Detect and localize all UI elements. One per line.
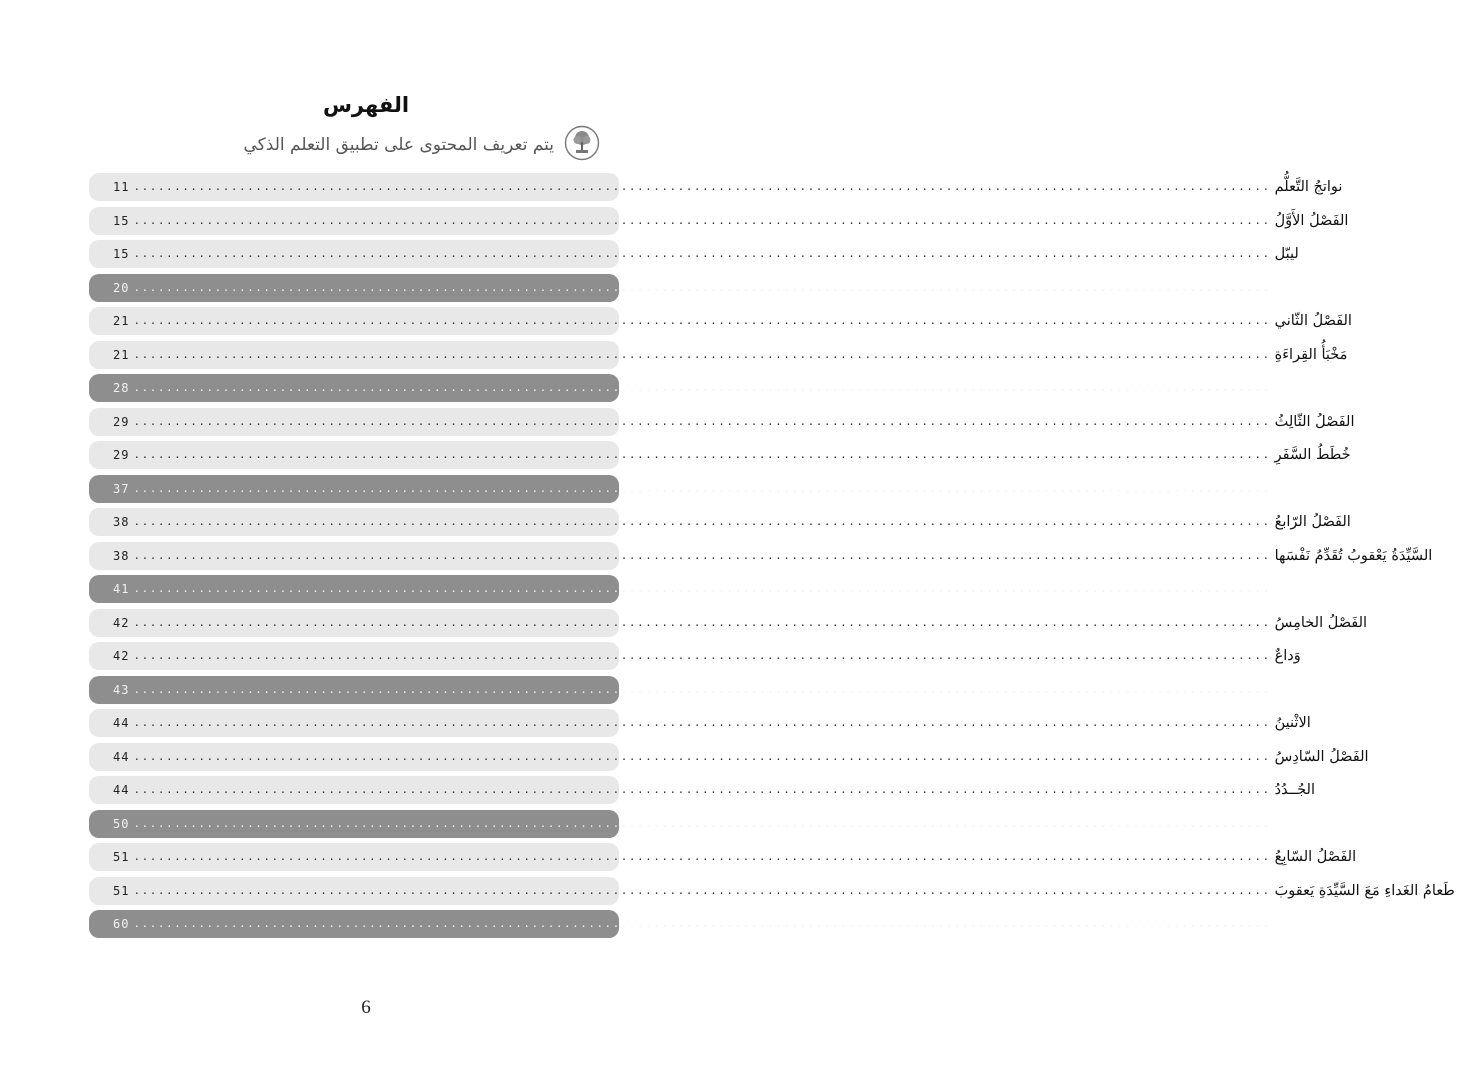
toc-page-number: 29 xyxy=(113,448,130,462)
toc-entry-title: خُطَطُ السَّفَرِ xyxy=(1274,447,1351,463)
subtitle-text: يتم تعريف المحتوى على تطبيق التعلم الذكي xyxy=(243,135,554,155)
toc-page-number: 43 xyxy=(113,682,130,697)
toc-row[interactable] xyxy=(89,274,1352,302)
toc-page-number: 51 xyxy=(113,850,130,864)
toc-entry-title: أسئلةُ الفصل xyxy=(1274,581,1352,597)
toc-leader-dots: ............................................................................................................................................ xyxy=(133,917,1271,930)
toc-row[interactable] xyxy=(89,642,1301,670)
tree-logo-icon xyxy=(564,125,600,165)
toc-leader-dots: ............................................................................................................................................ xyxy=(133,515,1271,528)
toc-entry-title: أسئلةُ الفصل xyxy=(1274,681,1352,698)
toc-leader-dots: ............................................................................................................................................ xyxy=(133,816,1271,830)
toc-page-number: 15 xyxy=(113,213,130,228)
toc-entry-title: الفَصْلُ الأَوَّلُ xyxy=(1274,212,1349,229)
toc-entry-title: وَداعٌ xyxy=(1274,648,1301,664)
toc-row[interactable] xyxy=(89,810,1352,838)
toc-row[interactable] xyxy=(89,843,1357,871)
toc-page-number: 38 xyxy=(113,515,130,529)
toc-page-number: 20 xyxy=(113,280,130,295)
toc-page-number: 28 xyxy=(113,381,130,395)
toc-page-number: 44 xyxy=(113,749,130,764)
toc-leader-dots: ............................................................................................................................................ xyxy=(133,548,1271,562)
toc-leader-dots: ............................................................................................................................................ xyxy=(133,783,1271,796)
toc-row[interactable] xyxy=(89,475,1352,503)
toc-entry-title: الفَصْلُ السّادِسُ xyxy=(1274,748,1369,765)
toc-entry-title: أسئلةُ الفصل xyxy=(1274,480,1352,497)
toc-row[interactable] xyxy=(89,910,1352,938)
table-of-contents xyxy=(89,173,1455,938)
toc-row[interactable] xyxy=(89,877,1455,905)
toc-leader-dots: ............................................................................................................................................ xyxy=(133,582,1271,595)
toc-leader-dots: ............................................................................................................................................ xyxy=(133,649,1271,662)
toc-entry-title: الفَصْلُ الرّابعُ xyxy=(1274,514,1351,530)
toc-row[interactable] xyxy=(89,609,1368,637)
toc-row[interactable] xyxy=(89,307,1352,335)
toc-page-number: 42 xyxy=(113,649,130,663)
toc-leader-dots: ............................................................................................................................................ xyxy=(133,381,1271,394)
toc-leader-dots: ............................................................................................................................................ xyxy=(133,247,1271,260)
smart-learning-note xyxy=(244,126,600,164)
toc-entry-title: الفَصْلُ الثّالِثُ xyxy=(1274,413,1355,430)
toc-page-number: 21 xyxy=(113,347,130,362)
toc-entry-title: أسئلةُ الفصل xyxy=(1274,815,1352,832)
toc-page-number: 51 xyxy=(113,883,130,898)
toc-page-number: 21 xyxy=(113,314,130,328)
toc-row[interactable] xyxy=(89,374,1352,402)
toc-entry-title: الفَصْلُ الثّاني xyxy=(1274,313,1352,329)
toc-row[interactable] xyxy=(89,575,1352,603)
toc-leader-dots: ............................................................................................................................................ xyxy=(133,883,1271,897)
page-number: 6 xyxy=(361,997,371,1018)
toc-entry-title: طَعامُ الغَداءِ مَعَ السَّيِّدَةِ يَعقوبَ xyxy=(1274,882,1455,899)
toc-page-number: 41 xyxy=(113,582,130,596)
toc-page-number: 42 xyxy=(113,615,130,630)
toc-leader-dots: ............................................................................................................................................ xyxy=(133,414,1271,428)
toc-page-number: 44 xyxy=(113,783,130,797)
toc-row[interactable] xyxy=(89,776,1315,804)
toc-entry-title: الفَصْلُ الخامِسُ xyxy=(1274,614,1368,631)
toc-leader-dots: ............................................................................................................................................ xyxy=(133,716,1271,729)
toc-leader-dots: ............................................................................................................................................ xyxy=(133,448,1271,461)
toc-leader-dots: ............................................................................................................................................ xyxy=(133,481,1271,495)
toc-page-number: 11 xyxy=(113,180,130,194)
toc-leader-dots: ............................................................................................................................................ xyxy=(133,682,1271,696)
toc-entry-title: مَخْبَأُ القِراءَةِ xyxy=(1274,346,1348,363)
toc-leader-dots: ............................................................................................................................................ xyxy=(133,213,1271,227)
toc-entry-title: الجُــدُدُ xyxy=(1274,782,1315,798)
toc-leader-dots: ............................................................................................................................................ xyxy=(133,850,1271,863)
toc-entry-title: أسئلةُ الفصل xyxy=(1274,380,1352,396)
page-title: الفهرس xyxy=(322,93,410,117)
toc-row[interactable] xyxy=(89,207,1349,235)
toc-row[interactable] xyxy=(89,676,1352,704)
toc-page-number: 37 xyxy=(113,481,130,496)
toc-entry-title: الفَصْلُ السّابِعُ xyxy=(1274,849,1357,865)
toc-row[interactable] xyxy=(89,441,1351,469)
toc-entry-title: أسئلةُ الفصل xyxy=(1274,916,1352,932)
toc-page-number: 60 xyxy=(113,917,130,931)
toc-page-number: 15 xyxy=(113,247,130,261)
toc-page-number: 44 xyxy=(113,716,130,730)
toc-row[interactable] xyxy=(89,743,1369,771)
toc-row[interactable] xyxy=(89,341,1348,369)
toc-entry-title: نواتجُ التَّعلُّم xyxy=(1274,179,1343,195)
toc-row[interactable] xyxy=(89,542,1433,570)
toc-page-number: 50 xyxy=(113,816,130,831)
toc-row[interactable] xyxy=(89,508,1351,536)
toc-row[interactable] xyxy=(89,173,1343,201)
toc-leader-dots: ............................................................................................................................................ xyxy=(133,180,1271,193)
toc-entry-title: أسئلةُ الفصل xyxy=(1274,279,1352,296)
toc-leader-dots: ............................................................................................................................................ xyxy=(133,347,1271,361)
toc-leader-dots: ............................................................................................................................................ xyxy=(133,280,1271,294)
toc-page-number: 29 xyxy=(113,414,130,429)
toc-row[interactable] xyxy=(89,408,1355,436)
toc-entry-title: الاثْنينُ xyxy=(1274,715,1311,731)
toc-row[interactable] xyxy=(89,240,1299,268)
toc-leader-dots: ............................................................................................................................................ xyxy=(133,615,1271,629)
toc-row[interactable] xyxy=(89,709,1311,737)
toc-leader-dots: ............................................................................................................................................ xyxy=(133,314,1271,327)
toc-entry-title: السَّيِّدَةُ يَعْقوبُ تُقَدِّمُ نَفْسَها xyxy=(1274,547,1433,564)
toc-leader-dots: ............................................................................................................................................ xyxy=(133,749,1271,763)
toc-entry-title: ليبّل xyxy=(1274,246,1299,262)
toc-page-number: 38 xyxy=(113,548,130,563)
